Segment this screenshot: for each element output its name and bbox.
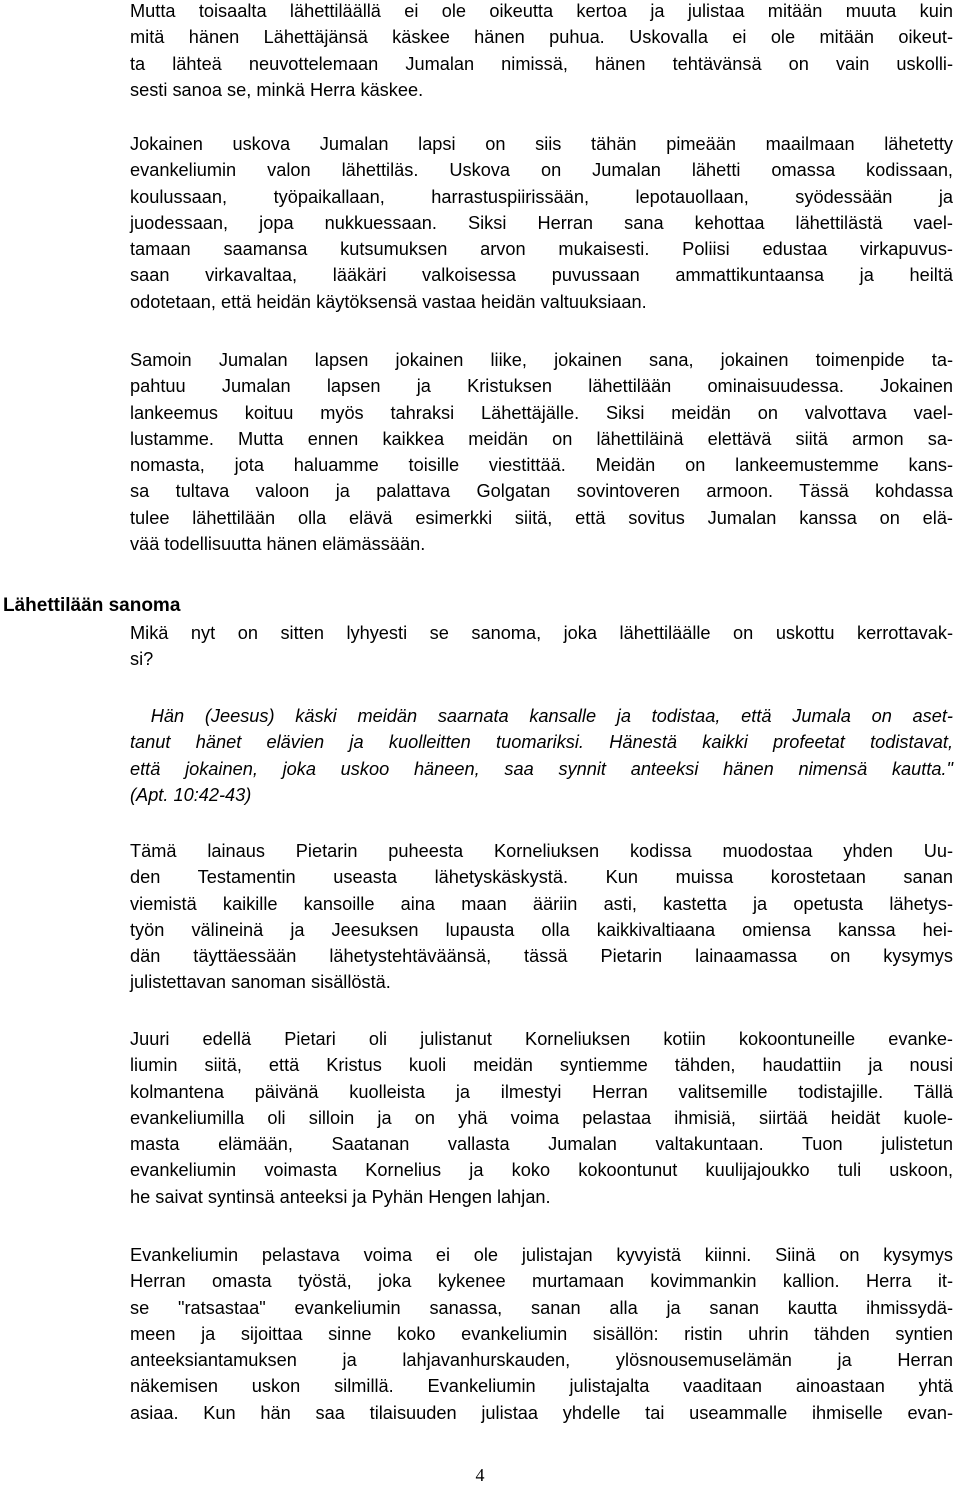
text-line: tulee lähettilään olla elävä esimerkki siitä, että sovitus Jumalan kanssa on elä- [130,507,953,528]
text-line: asiaa. Kun hän saa tilaisuuden julistaa yhdelle tai useammalle ihmiselle evan- [130,1402,953,1423]
text-line: pahtuu Jumalan lapsen ja Kristuksen lähettilään ominaisuudessa. Jokainen [130,376,953,397]
paragraph-5 [130,838,953,996]
text-line: Mikä nyt on sitten lyhyesti se sanoma, joka lähettiläälle on uskottu kerrottavak- [130,623,953,643]
bible-quote [130,703,953,808]
text-line: evankeliumin voimasta Kornelius ja koko kokoontunut kuulijajoukko tuli uskoon, [130,1160,953,1181]
paragraph-4 [130,620,953,673]
text-line: lustamme. Mutta ennen kaikkea meidän on lähettiläinä elettävä siitä armon sa- [130,428,953,449]
text-line: Tämä lainaus Pietarin puheesta Korneliuksen kodissa muodostaa yhden Uu- [130,841,953,861]
text-line: että jokainen, joka uskoo häneen, saa synnit anteeksi hänen nimensä kautta." [130,758,953,779]
text-line: Samoin Jumalan lapsen jokainen liike, jokainen sana, jokainen toimenpide ta- [130,350,953,370]
text-line: Herran omasta työstä, joka kykenee murtamaan kovimmankin kallion. Herra it- [130,1271,953,1292]
text-line: anteeksiantamuksen ja lahjavanhurskauden, ylösnousemuselämän ja Herran [130,1350,953,1371]
paragraph-1 [130,0,953,103]
paragraph-6 [130,1026,953,1210]
text-line: nomasta, jota haluamme toisille viestittää. Meidän on lankeemustemme kans- [130,455,953,476]
text-line: den Testamentin useasta lähetyskäskystä. Kun muissa korostetaan sanan [130,867,953,888]
text-line: sa tultava valoon ja palattava Golgatan sovintoveren armoon. Tässä kohdassa [130,481,953,502]
text-line: Hän (Jeesus) käski meidän saarnata kansalle ja todistaa, että Jumala on aset- [130,706,953,726]
text-line: se "ratsastaa" evankeliumin sanassa, sanan alla ja sanan kautta ihmissydä- [130,1297,953,1318]
text-line: liumin siitä, että Kristus kuoli meidän syntiemme tähden, haudattiin ja nousi [130,1055,953,1076]
paragraph-7 [130,1242,953,1426]
text-line: juodessaan, jopa nukkuessaan. Siksi Herran sana kehottaa lähettilästä vael- [130,212,953,233]
page-number: 4 [475,1465,485,1485]
text-line: masta elämään, Saatanan vallasta Jumalan valtakuntaan. Tuon julistetun [130,1134,953,1155]
text-line: dän täyttäessään lähetystehtäväänsä, tässä Pietarin lainaamassa on kysymys [130,946,953,967]
text-line: viemistä kaikille kansoille aina maan ääriin asti, kastetta ja opetusta lähetys- [130,893,953,914]
text-line: kolmantena päivänä kuolleista ja ilmestyi Herran valitsemille todistajille. Tällä [130,1081,953,1102]
text-line: työn välineinä ja Jeesuksen lupausta olla kaikkivaltiaana omiensa kanssa hei- [130,919,953,940]
text-line: si? [130,649,154,670]
text-line: tanut hänet elävien ja kuolleitten tuomariksi. Hänestä kaikki profeetat todistavat, [130,732,953,753]
text-line: vää todellisuutta hänen elämässään. [130,534,426,555]
text-line: Mutta toisaalta lähettiläällä ei ole oikeutta kertoa ja julistaa mitään muuta kuin [130,1,953,21]
text-line: lankeemus koituu myös tahraksi Lähettäjälle. Siksi meidän on valvottava vael- [130,402,953,423]
text-line: he saivat syntinsä anteeksi ja Pyhän Hengen lahjan. [130,1186,551,1207]
text-line: evankeliumin valon lähettiläs. Uskova on Jumalan lähetti omassa kodissaan, [130,160,953,181]
section-heading: Lähettilään sanoma [3,595,181,616]
text-line: näkemisen uskon silmillä. Evankeliumin julistajalta vaaditaan ainoastaan yhtä [130,1376,953,1397]
text-line: Juuri edellä Pietari oli julistanut Korneliuksen kotiin kokoontuneille evanke- [130,1029,953,1049]
text-line: mitä hänen Lähettäjänsä käskee hänen puhua. Uskovalla ei ole mitään oikeut- [130,27,953,48]
paragraph-2 [130,131,953,315]
text-line: tamaan saamansa kutsumuksen arvon mukaisesti. Poliisi edustaa virkapuvus- [130,239,953,260]
text-line: sesti sanoa se, minkä Herra käskee. [130,79,424,100]
text-line: Evankeliumin pelastava voima ei ole julistajan kyvyistä kiinni. Siinä on kysymys [130,1245,953,1265]
text-line: odotetaan, että heidän käytöksensä vastaa heidän valtuuksiaan. [130,291,647,312]
text-line: saan virkavaltaa, lääkäri valkoisessa puvussaan ammattikuntaansa ja heiltä [130,265,953,286]
paragraph-3 [130,347,953,557]
text-line: julistettavan sanoman sisällöstä. [130,972,391,993]
text-line: meen ja sijoittaa sinne koko evankeliumin sisällön: ristin uhrin tähden syntien [130,1323,953,1344]
text-line: evankeliumilla oli silloin ja on yhä voima pelastaa ihmisiä, siirtää heidät kuole- [130,1107,953,1128]
text-line: (Apt. 10:42-43) [130,784,252,805]
text-line: ta lähteä neuvottelemaan Jumalan nimissä, hänen tehtävänsä on vain uskolli- [130,53,953,74]
text-line: Jokainen uskova Jumalan lapsi on siis tähän pimeään maailmaan lähetetty [130,134,953,154]
text-line: koulussaan, työpaikallaan, harrastuspiirissään, lepotauollaan, syödessään ja [130,186,953,207]
